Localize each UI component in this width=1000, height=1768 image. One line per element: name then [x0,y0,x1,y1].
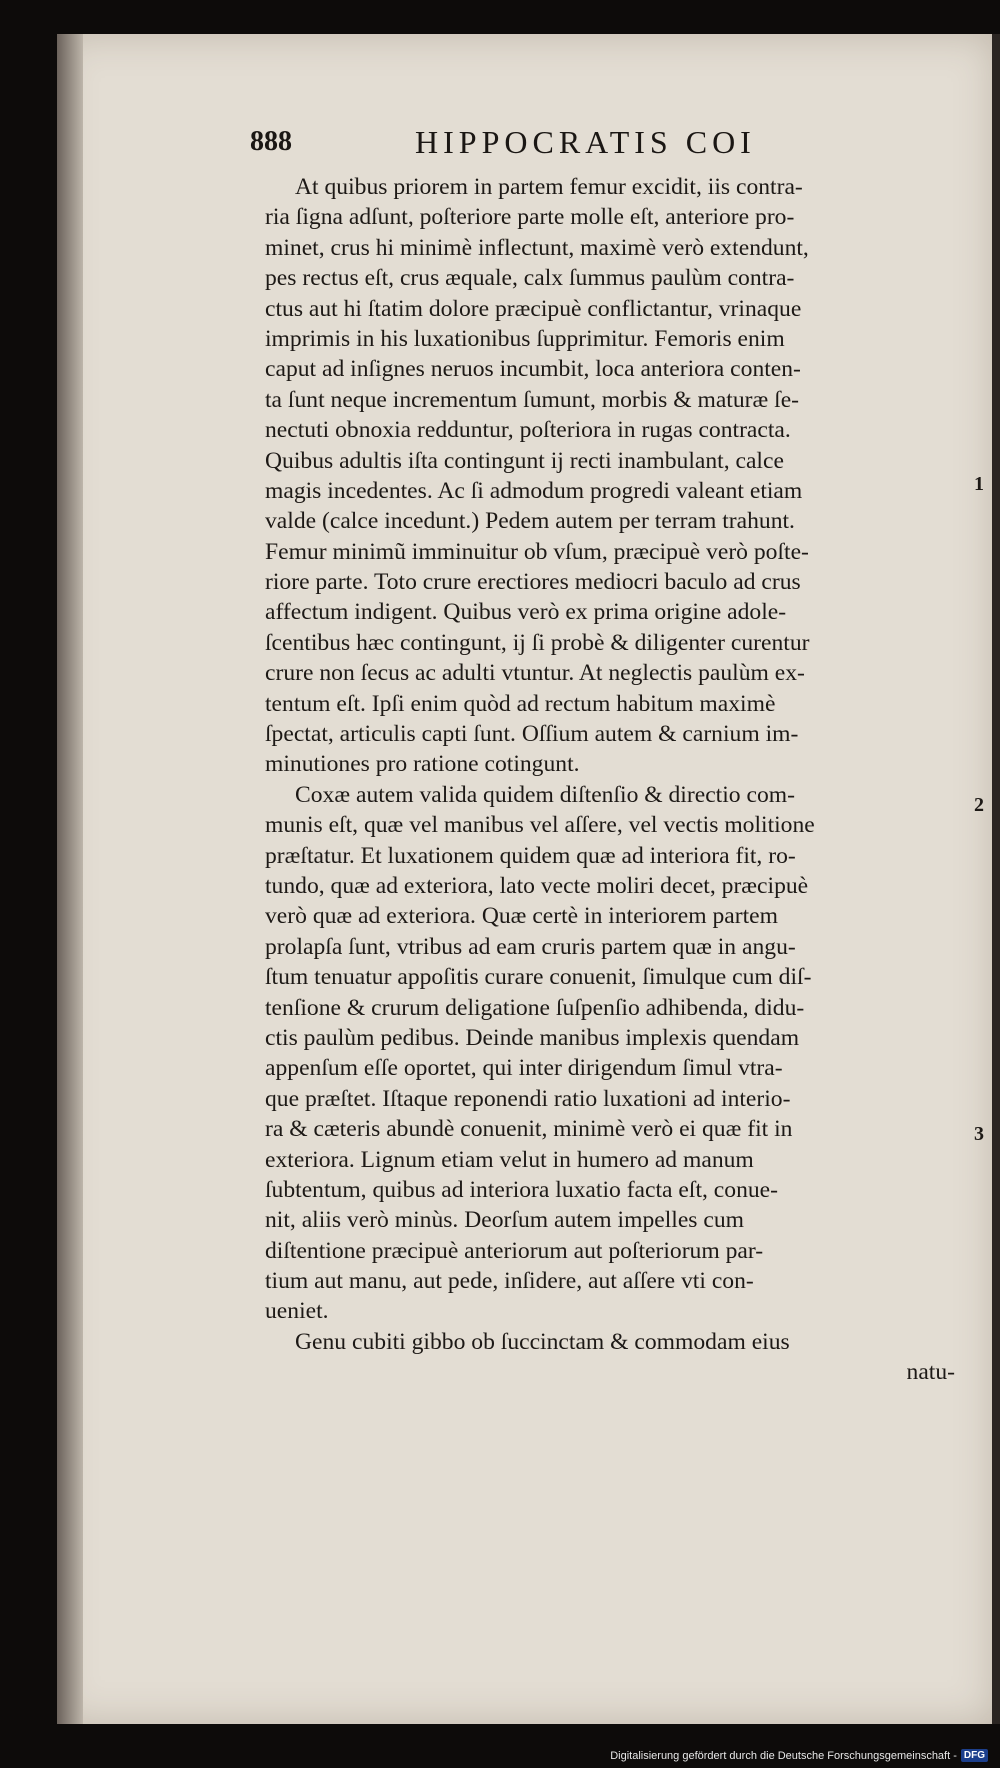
body-text [265,172,955,1388]
text-line: ctis paulùm pedibus. Deinde manibus implexis quendam [265,1024,800,1051]
running-title: HIPPOCRATIS COI [415,124,756,160]
text-line: Femur minimũ imminuitur ob vſum, præcipuè verò poſte- [265,538,809,565]
text-line: ra & cæteris abundè conuenit, minimè verò ei quæ fit in [265,1116,793,1143]
text-line: Quibus adultis iſta contingunt ij recti inambulant, calce [265,447,784,474]
text-line: appenſum eſſe oportet, qui inter dirigendum ſimul vtra- [265,1055,783,1082]
page-header [250,126,870,166]
text-line: At quibus priorem in partem femur excidit, iis contra- [295,174,803,200]
page-gutter-shadow [57,34,83,1724]
text-line: ta ſunt neque incrementum ſumunt, morbis & maturæ ſe- [265,386,800,413]
text-line: imprimis in his luxationibus ſupprimitur. Femoris enim [265,325,785,352]
text-line: Genu cubiti gibbo ob ſuccinctam & commodam eius [295,1328,790,1355]
text-line: valde (calce incedunt.) Pedem autem per terram trahunt. [265,508,795,535]
text-line: præſtatur. Et luxationem quidem quæ ad interiora fit, ro- [265,842,796,869]
text-line: tentum eſt. Ipſi enim quòd ad rectum habitum maximè [265,690,776,717]
text-line: pes rectus eſt, crus æquale, calx ſummus paulùm contra- [265,265,795,292]
credit-text: Digitalisierung gefördert durch die Deutsche Forschungsgemeinschaft - [610,1749,957,1762]
text-line: munis eſt, quæ vel manibus vel aſſere, vel vectis molitione [265,812,815,839]
text-line: tundo, quæ ad exteriora, lato vecte moliri decet, præcipuè [265,872,809,899]
text-line: minet, crus hi minimè inflectunt, maximè verò extendunt, [265,234,809,261]
text-line: tenſione & crurum deligatione ſuſpenſio adhibenda, didu- [265,994,805,1021]
text-line: caput ad inſignes neruos incumbit, loca anteriora conten- [265,356,801,383]
text-line: prolapſa ſunt, vtribus ad eam cruris partem quæ in angu- [265,933,796,960]
text-line: ſtum tenuatur appoſitis curare conuenit, ſimulque cum diſ- [265,964,812,991]
dfg-logo: DFG [961,1749,988,1762]
text-line: ueniet. [265,1298,329,1325]
text-line: que præſtet. Iſtaque reponendi ratio luxationi ad interio- [265,1085,791,1112]
text-line: verò quæ ad exteriora. Quæ certè in interiorem partem [265,903,778,930]
text-line: nectuti obnoxia redduntur, poſteriora in rugas contracta. [265,417,791,444]
text-line: ſubtentum, quibus ad interiora luxatio facta eſt, conue- [265,1176,779,1203]
text-line: nit, aliis verò minùs. Deorſum autem impelles cum [265,1207,744,1234]
text-line: riore parte. Toto crure erectiores mediocri baculo ad crus [265,569,801,596]
text-line: affectum indigent. Quibus verò ex prima origine adole- [265,599,787,626]
page-edge [992,34,1000,1724]
margin-note: 1 [974,473,984,495]
text-line: minutiones pro ratione cotingunt. [265,751,580,778]
text-line: ſpectat, articulis capti ſunt. Oſſium autem & carnium im- [265,721,799,748]
text-line: Coxæ autem valida quidem diſtenſio & directio com- [295,781,795,808]
text-line: ſcentibus hæc contingunt, ij ſi probè & diligenter curentur [265,629,810,656]
margin-note: 2 [974,794,984,816]
text-line: tium aut manu, aut pede, inſidere, aut aſſere vti con- [265,1268,754,1295]
page-number: 888 [250,126,292,157]
text-line: diſtentione præcipuè anteriorum aut poſteriorum par- [265,1237,764,1264]
text-line: ria ſigna adſunt, poſteriore parte molle eſt, anteriore pro- [265,204,795,231]
catchword: natu- [906,1359,955,1386]
text-line: ctus aut hi ſtatim dolore præcipuè conflictantur, vrinaque [265,295,802,322]
text-line: exteriora. Lignum etiam velut in humero ad manum [265,1146,754,1173]
text-line: magis incedentes. Ac ſi admodum progredi valeant etiam [265,477,803,504]
digitization-credit [610,1749,988,1762]
margin-note: 3 [974,1123,984,1145]
text-line: crure non ſecus ac adulti vtuntur. At neglectis paulùm ex- [265,660,805,687]
